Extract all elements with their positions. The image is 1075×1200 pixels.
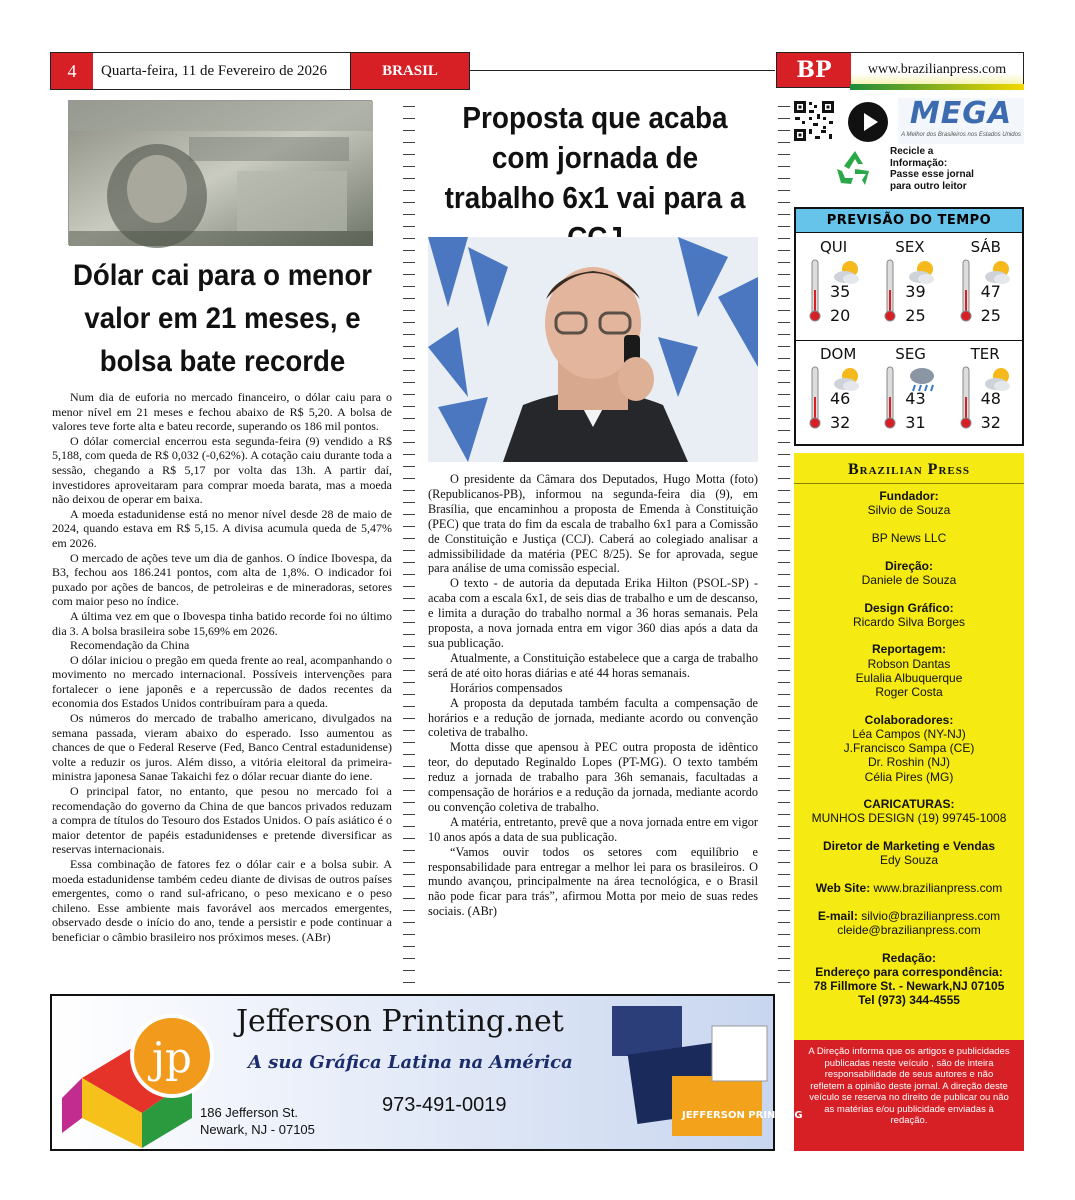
weather-day (947, 341, 1022, 441)
left-article-body (52, 390, 392, 945)
weather-day (796, 234, 871, 334)
credit-label: Reportagem: (871, 642, 946, 657)
credit-label: Endereço para correspondência: (815, 964, 1003, 979)
weather-day (871, 341, 946, 441)
phone-line: Tel (973) 344-4555 (858, 993, 960, 1008)
weather-row (796, 234, 1022, 334)
recycle-icon (835, 149, 875, 189)
paragraph: O texto - de autoria da deputada Erika Hilton (PSOL-SP) - acaba com a escala 6x1, de seis dias de trabalho e um de descanso, e limita a duração do trabalho normal a 36 horas semanais. Pela proposta, a nova jornada entra em vigor 360 dias após a data da sua publicação. (428, 576, 758, 650)
jefferson-printing-ad[interactable] (50, 994, 803, 1151)
weather-low: 20 (830, 306, 851, 325)
paragraph: O mercado de ações teve um dia de ganhos. O índice Ibovespa, da B3, fechou aos 186.241 pontos, com alta de 1,8%. O indicador foi puxado por ações de bancos, de petroleiras e de mineradoras, setores com maior peso no índice. (52, 550, 392, 609)
recycle-line: para outro leitor (890, 180, 967, 192)
left-article-headline: Dólar cai para o menor valor em 21 meses, e bolsa bate recorde (72, 259, 373, 378)
credit-value: Eulalia Albuquerque (855, 670, 963, 685)
credit-value: J.Francisco Sampa (CE) (843, 741, 975, 756)
ad-address (200, 1104, 315, 1138)
credit-value: Léa Campos (NY-NJ) (852, 726, 966, 741)
weather-high: 35 (830, 282, 851, 301)
weather-forecast (794, 207, 1024, 446)
paragraph: A proposta da deputada também faculta a compensação de horários e a redução de jornada, mediante acordo ou convenção coletiva de trabalho. (428, 695, 758, 740)
ad-address-line: Newark, NJ - 07105 (200, 1122, 315, 1137)
ad-tagline: A sua Gráfica Latina na América (248, 1052, 573, 1073)
recycle-line: Recicle a (890, 146, 934, 157)
hugo-motta-photo (428, 237, 758, 462)
weather-high: 43 (905, 389, 926, 408)
thermometer-icon (885, 367, 895, 429)
thermometer-icon (810, 260, 820, 322)
section-label: BRASIL (351, 53, 469, 89)
paragraph: O principal fator, no entanto, que pesou no mercado foi a recomendação do governo da China de que bancos privados reduzam a compra de títulos do Tesouro dos Estados Unidos. O país asiático é o maior detentor de papéis estadunidenses e pretende diversificar as reservas internacionais. (52, 784, 392, 857)
issue-date: Quarta-feira, 11 de Fevereiro de 2026 (93, 53, 351, 89)
credit-label: Colaboradores: (864, 712, 954, 727)
paragraph: O dólar iniciou o pregão em queda frente ao real, acompanhando o movimento no mercado internacional. Possíveis intervenções para fortalecer o iene japonês e a repercussão de dados recentes da economia dos Estados Unidos contribuíram para a queda. (52, 652, 392, 711)
thermometer-icon (810, 367, 820, 429)
weather-low: 25 (980, 306, 1001, 325)
website-link[interactable]: www.brazilianpress.com (873, 881, 1003, 896)
paragraph: A moeda estadunidense está no menor nível desde 28 de maio de 2024, quando estava em R$ 5,15. A divisa acumula queda de 5,47% em 2026. (52, 506, 392, 550)
weather-day (796, 341, 871, 441)
weather-low: 31 (905, 413, 926, 432)
bp-logo[interactable]: BP (777, 53, 851, 87)
paragraph: Atualmente, a Constituição estabelece que a carga de trabalho será de até oito horas diárias e até 44 horas semanais. (428, 650, 758, 680)
paragraph: A última vez em que o Ibovespa tinha batido recorde foi no último dia 3. A bolsa brasileira sobe 15,69% em 2026. (52, 608, 392, 638)
thermometer-icon (961, 367, 971, 429)
weather-day (947, 234, 1022, 334)
weather-day (871, 234, 946, 334)
weather-low: 32 (830, 413, 851, 432)
credit-label: Fundador: (879, 489, 939, 503)
brand-header[interactable] (776, 52, 1024, 88)
paragraph: Os números do mercado de trabalho americano, divulgados na semana passada, vieram abaixo do esperado. Isso aumentou as chances de que o Federal Reserve (Fed, Banco Central estadunidense) volte a reduzir os juros. Além disso, a vitória eleitoral da primeira-ministra japonesa Sanae Takaichi fez o dólar recuar diante do iene. (52, 711, 392, 784)
credit-value: BP News LLC (871, 530, 947, 545)
subheading: Horários compensados (450, 680, 563, 695)
mega-tagline: A Melhor dos Brasileiros nos Estados Unidos (901, 132, 1021, 138)
weather-day-name: SEX (895, 238, 925, 256)
credit-value: Silvio de Souza (867, 503, 951, 518)
recycle-line: Informação: (890, 157, 948, 169)
page-number: 4 (51, 53, 93, 89)
credit-label: E-mail: (817, 908, 858, 923)
disclaimer: A Direção informa que os artigos e publicidades publicadas neste veículo , são de inteira responsabilidade de seus autores e não refletem a opinião deste jornal. A direção deste veículo se reserva no direito de publicar ou não as matérias e/ou publicidade enviadas à redação. (794, 1040, 1024, 1151)
middle-article-headline: Proposta que acaba com jornada de trabalho 6x1 vai para a (444, 100, 746, 215)
credit-value: Daniele de Souza (861, 572, 957, 587)
ad-brand-text: JEFFERSON PRINTING (682, 1110, 803, 1121)
paragraph: Num dia de euforia no mercado financeiro, o dólar caiu para o menor nível em 21 meses e fechou abaixo de R$ 5,20. A bolsa de valores teve forte alta e bateu recorde, superando os 186 mil pontos. (52, 390, 392, 434)
recycle-message (890, 146, 1020, 192)
weather-day-name: SEG (895, 345, 926, 363)
dollar-bill-photo (68, 100, 372, 245)
paragraph: Essa combinação de fatores fez o dólar cair e a bolsa subir. A moeda estadunidense também cedeu diante de divisas de outros países emergentes, como o rand sul-africano, o peso mexicano e o peso chileno. Esse ambiente mais favorável aos mercados emergentes, observado desde o início do ano, tende a persistir e pode continuar a beneficiar o câmbio brasileiro nos próximos meses. (ABr) (52, 857, 392, 944)
qr-code-icon[interactable] (793, 100, 835, 142)
paragraph: O presidente da Câmara dos Deputados, Hugo Motta (foto) (Republicanos-PB), informou na segunda-feira dia (9), em Brasília, que encaminhou a proposta de Emenda à Constituição (PEC) que trata do fim da escala de trabalho 6x1 para a Comissão de Constituição e Justiça (CCJ). Caberá ao colegiado analisar a admissibilidade da matéria (PEC 8/25). Se for aprovada, segue para análise de uma comissão especial. (428, 472, 758, 576)
ad-phone[interactable]: 973-491-0019 (382, 1094, 507, 1116)
credit-value: Edy Souza (879, 853, 939, 868)
weather-day-name: SÁB (970, 238, 1001, 256)
ad-title[interactable]: Jefferson Printing.net (236, 1004, 564, 1039)
masthead-title: Brazilian Press (848, 461, 970, 478)
ad-address-line: 186 Jefferson St. (200, 1105, 299, 1120)
brand-stripe (850, 84, 1024, 90)
subheading: Recomendação da China (70, 638, 190, 653)
ad-logo-text: jp (152, 1033, 192, 1082)
weather-day-name: DOM (820, 345, 857, 363)
paragraph: O dólar comercial encerrou esta segunda-feira (9) vendido a R$ 5,188, com queda de R$ 0,032 (-0,62%). A cotação caiu durante toda a sessão, chegando a R$ 5,17 por volta das 13h. A partir daí, investidores aproveitaram para comprar moeda barata, mas a moeda não deixou de operar em baixa. (52, 433, 392, 507)
masthead-rule (794, 483, 1024, 484)
weather-title: PREVISÃO DO TEMPO (796, 209, 1022, 233)
credit-value: Robson Dantas (867, 656, 951, 671)
weather-high: 47 (980, 282, 1001, 301)
address-line: 78 Fillmore St. - Newark,NJ 07105 (813, 979, 1005, 994)
email-link[interactable]: silvio@brazilianpress.com (861, 908, 1001, 923)
weather-low: 25 (905, 306, 926, 325)
weather-day-name: TER (970, 345, 1000, 363)
weather-high: 48 (980, 389, 1001, 408)
header-url[interactable]: www.brazilianpress.com (851, 53, 1023, 87)
paragraph: “Vamos ouvir todos os setores com equilíbrio e responsabilidade para entregar a melhor lei para os brasileiros. O mundo avançou, principalmente na área tecnológica, e o Brasil não pode ficar para trás”, afirmou Motta por meio de suas redes sociais. (ABr) (428, 844, 758, 919)
credit-value: Dr. Roshin (NJ) (867, 755, 950, 770)
credit-label: Web Site: (815, 881, 871, 896)
credit-value: Célia Pires (MG) (864, 769, 954, 784)
credit-value: MUNHOS DESIGN (19) 99745-1008 (811, 811, 1007, 826)
thermometer-icon (961, 260, 971, 322)
credit-label: Direção: (884, 558, 934, 573)
credit-label: CARICATURAS: (863, 797, 955, 812)
play-icon[interactable] (848, 102, 888, 142)
column-divider (403, 100, 415, 985)
email-link[interactable]: cleide@brazilianpress.com (837, 922, 981, 937)
paragraph: A matéria, entretanto, prevê que a nova jornada entre em vigor 10 anos após a data de sua publicação. (428, 814, 758, 844)
masthead-credits (794, 489, 1024, 1021)
middle-article-body (428, 472, 758, 919)
credit-value: Ricardo Silva Borges (852, 614, 966, 629)
weather-row (796, 341, 1022, 441)
credit-label: Redação: (881, 950, 937, 965)
weather-day-name: QUI (820, 238, 848, 256)
weather-high: 39 (905, 282, 926, 301)
thermometer-icon (885, 260, 895, 322)
weather-low: 32 (980, 413, 1001, 432)
credit-value: Roger Costa (875, 685, 943, 700)
column-divider (778, 100, 790, 985)
credit-label: Design Gráfico: (864, 600, 954, 615)
mega-logo-text[interactable]: MEGA (909, 96, 1013, 131)
paragraph: Motta disse que apensou à PEC outra proposta de idêntico teor, do deputado Reginaldo Lopes (PT-MG). O texto também reduz a jornada de trabalho para 36h semanais, facultadas a compensação de horários e a redução da jornada, mediante acordo ou convenção coletiva de trabalho. (428, 740, 758, 814)
credit-label: Diretor de Marketing e Vendas (822, 839, 996, 854)
header-bar (50, 52, 470, 90)
weather-high: 46 (830, 389, 851, 408)
recycle-line: Passe esse jornal (890, 169, 974, 180)
